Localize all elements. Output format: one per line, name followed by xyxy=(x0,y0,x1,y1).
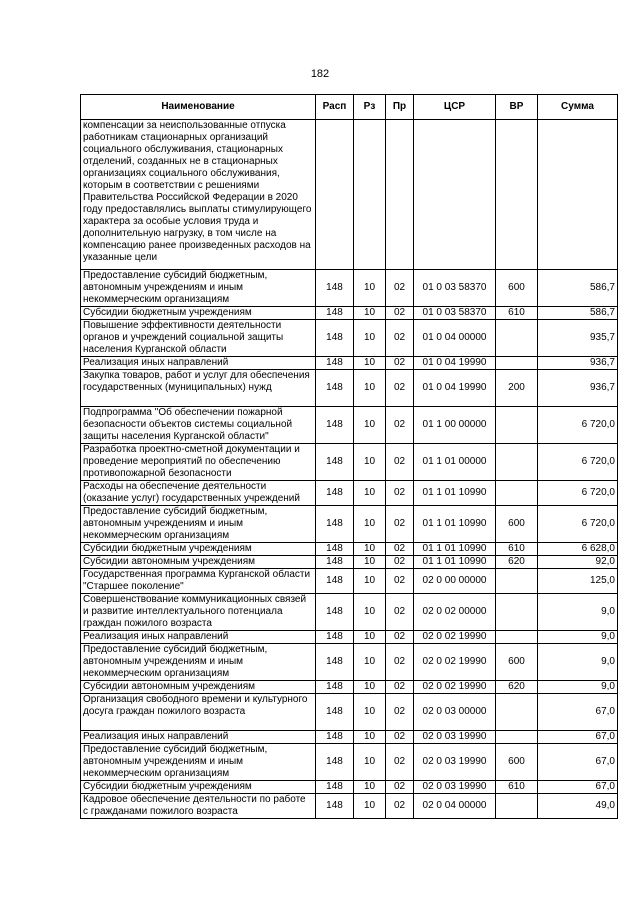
cell-rasp xyxy=(316,120,354,270)
cell-pr: 02 xyxy=(386,794,414,819)
cell-vr xyxy=(496,407,538,444)
cell-name: Предоставление субсидий бюджетным, автономным учреждениям и иным некоммерческим организациям xyxy=(81,506,316,543)
cell-vr xyxy=(496,120,538,270)
cell-name: Субсидии бюджетным учреждениям xyxy=(81,781,316,794)
cell-rz: 10 xyxy=(354,307,386,320)
page-number: 182 xyxy=(310,68,330,80)
table-row xyxy=(81,781,618,794)
cell-csr: 01 1 01 10990 xyxy=(414,506,496,543)
cell-csr: 01 0 03 58370 xyxy=(414,307,496,320)
cell-sum: 9,0 xyxy=(538,594,618,631)
cell-rasp: 148 xyxy=(316,681,354,694)
cell-sum: 6 720,0 xyxy=(538,506,618,543)
cell-vr: 620 xyxy=(496,556,538,569)
table-body xyxy=(81,120,618,819)
cell-name: Подпрограмма "Об обеспечении пожарной безопасности объектов системы социальной защиты населения Курганской области" xyxy=(81,407,316,444)
cell-rz: 10 xyxy=(354,506,386,543)
cell-vr: 600 xyxy=(496,744,538,781)
cell-name: Государственная программа Курганской области "Старшее поколение" xyxy=(81,569,316,594)
cell-pr: 02 xyxy=(386,481,414,506)
cell-sum xyxy=(538,120,618,270)
cell-csr: 02 0 02 00000 xyxy=(414,594,496,631)
cell-vr xyxy=(496,694,538,731)
cell-name: Субсидии бюджетным учреждениям xyxy=(81,307,316,320)
cell-sum: 6 720,0 xyxy=(538,407,618,444)
cell-vr: 610 xyxy=(496,307,538,320)
cell-csr xyxy=(414,120,496,270)
cell-name: Совершенствование коммуникационных связей и развитие интеллектуального потенциала граждан пожилого возраста xyxy=(81,594,316,631)
cell-sum: 67,0 xyxy=(538,694,618,731)
cell-pr: 02 xyxy=(386,681,414,694)
cell-csr: 01 0 03 58370 xyxy=(414,270,496,307)
cell-rasp: 148 xyxy=(316,481,354,506)
cell-name: Субсидии автономным учреждениям xyxy=(81,681,316,694)
table-row xyxy=(81,731,618,744)
cell-rz: 10 xyxy=(354,370,386,407)
cell-pr: 02 xyxy=(386,594,414,631)
header-name: Наименование xyxy=(81,95,316,120)
cell-pr: 02 xyxy=(386,644,414,681)
cell-vr: 610 xyxy=(496,543,538,556)
cell-csr: 01 1 01 00000 xyxy=(414,444,496,481)
budget-table xyxy=(80,94,618,819)
cell-rasp: 148 xyxy=(316,270,354,307)
cell-vr xyxy=(496,320,538,357)
cell-rasp: 148 xyxy=(316,594,354,631)
cell-csr: 01 1 00 00000 xyxy=(414,407,496,444)
cell-csr: 02 0 03 00000 xyxy=(414,694,496,731)
cell-csr: 02 0 02 19990 xyxy=(414,631,496,644)
cell-name: Повышение эффективности деятельности органов и учреждений социальной защиты населения Курганской области xyxy=(81,320,316,357)
cell-name: Расходы на обеспечение деятельности (оказание услуг) государственных учреждений xyxy=(81,481,316,506)
cell-sum: 936,7 xyxy=(538,370,618,407)
cell-csr: 01 1 01 10990 xyxy=(414,481,496,506)
table-row xyxy=(81,681,618,694)
cell-sum: 9,0 xyxy=(538,631,618,644)
cell-sum: 936,7 xyxy=(538,357,618,370)
cell-csr: 01 0 04 19990 xyxy=(414,370,496,407)
cell-rz: 10 xyxy=(354,731,386,744)
cell-name: компенсации за неиспользованные отпуска работникам стационарных организаций социального обслуживания, стационарных отделений, созданных не в стационарных организациях социального обслуживания, которым в соответствии с решениями Правительства Российской Федерации в 2020 году предоставлялись выплаты стимулирующего характера за особые условия труда и дополнительную нагрузку, в том числе на компенсацию ранее произведенных расходов на указанные цели xyxy=(81,120,316,270)
table-row xyxy=(81,556,618,569)
cell-rasp: 148 xyxy=(316,307,354,320)
cell-vr xyxy=(496,357,538,370)
cell-vr: 600 xyxy=(496,644,538,681)
cell-name: Субсидии автономным учреждениям xyxy=(81,556,316,569)
cell-sum: 586,7 xyxy=(538,307,618,320)
cell-pr: 02 xyxy=(386,307,414,320)
cell-rasp: 148 xyxy=(316,644,354,681)
cell-rasp: 148 xyxy=(316,407,354,444)
cell-vr: 610 xyxy=(496,781,538,794)
cell-name: Организация свободного времени и культурного досуга граждан пожилого возраста xyxy=(81,694,316,731)
cell-pr: 02 xyxy=(386,694,414,731)
cell-sum: 67,0 xyxy=(538,781,618,794)
cell-vr: 600 xyxy=(496,270,538,307)
table-row xyxy=(81,631,618,644)
cell-name: Предоставление субсидий бюджетным, автономным учреждениям и иным некоммерческим организациям xyxy=(81,270,316,307)
cell-vr xyxy=(496,444,538,481)
cell-vr xyxy=(496,631,538,644)
cell-pr xyxy=(386,120,414,270)
table-row xyxy=(81,543,618,556)
cell-pr: 02 xyxy=(386,781,414,794)
cell-sum: 9,0 xyxy=(538,681,618,694)
cell-rz: 10 xyxy=(354,569,386,594)
cell-sum: 586,7 xyxy=(538,270,618,307)
header-rasp: Расп xyxy=(316,95,354,120)
table-row xyxy=(81,120,618,270)
cell-csr: 01 0 04 00000 xyxy=(414,320,496,357)
table-row xyxy=(81,594,618,631)
cell-sum: 6 720,0 xyxy=(538,444,618,481)
cell-name: Закупка товаров, работ и услуг для обеспечения государственных (муниципальных) нужд xyxy=(81,370,316,407)
cell-rasp: 148 xyxy=(316,694,354,731)
cell-sum: 67,0 xyxy=(538,731,618,744)
cell-rz: 10 xyxy=(354,781,386,794)
cell-csr: 02 0 02 19990 xyxy=(414,644,496,681)
cell-rz: 10 xyxy=(354,357,386,370)
cell-rz xyxy=(354,120,386,270)
cell-rasp: 148 xyxy=(316,631,354,644)
cell-rasp: 148 xyxy=(316,444,354,481)
cell-pr: 02 xyxy=(386,270,414,307)
cell-pr: 02 xyxy=(386,320,414,357)
header-pr: Пр xyxy=(386,95,414,120)
cell-rasp: 148 xyxy=(316,794,354,819)
cell-pr: 02 xyxy=(386,370,414,407)
cell-rz: 10 xyxy=(354,444,386,481)
cell-sum: 6 720,0 xyxy=(538,481,618,506)
table-row xyxy=(81,481,618,506)
header-vr: ВР xyxy=(496,95,538,120)
cell-rz: 10 xyxy=(354,644,386,681)
cell-vr: 600 xyxy=(496,506,538,543)
cell-csr: 01 1 01 10990 xyxy=(414,556,496,569)
cell-vr xyxy=(496,594,538,631)
cell-name: Субсидии бюджетным учреждениям xyxy=(81,543,316,556)
table-row xyxy=(81,320,618,357)
table-row xyxy=(81,357,618,370)
cell-rz: 10 xyxy=(354,270,386,307)
cell-csr: 02 0 03 19990 xyxy=(414,731,496,744)
cell-name: Разработка проектно-сметной документации и проведение мероприятий по обеспечению противопожарной безопасности xyxy=(81,444,316,481)
table-row xyxy=(81,569,618,594)
cell-sum: 67,0 xyxy=(538,744,618,781)
cell-pr: 02 xyxy=(386,543,414,556)
cell-csr: 02 0 04 00000 xyxy=(414,794,496,819)
cell-pr: 02 xyxy=(386,731,414,744)
cell-rasp: 148 xyxy=(316,569,354,594)
cell-rasp: 148 xyxy=(316,731,354,744)
cell-csr: 02 0 00 00000 xyxy=(414,569,496,594)
cell-rz: 10 xyxy=(354,543,386,556)
cell-rasp: 148 xyxy=(316,320,354,357)
cell-rz: 10 xyxy=(354,407,386,444)
table-row xyxy=(81,270,618,307)
cell-rasp: 148 xyxy=(316,370,354,407)
cell-sum: 6 628,0 xyxy=(538,543,618,556)
cell-name: Реализация иных направлений xyxy=(81,631,316,644)
cell-rasp: 148 xyxy=(316,543,354,556)
cell-vr xyxy=(496,794,538,819)
cell-csr: 01 1 01 10990 xyxy=(414,543,496,556)
cell-vr xyxy=(496,569,538,594)
cell-pr: 02 xyxy=(386,407,414,444)
cell-rz: 10 xyxy=(354,556,386,569)
cell-csr: 02 0 03 19990 xyxy=(414,781,496,794)
cell-vr xyxy=(496,481,538,506)
cell-rz: 10 xyxy=(354,744,386,781)
table-row xyxy=(81,794,618,819)
cell-rz: 10 xyxy=(354,594,386,631)
cell-rz: 10 xyxy=(354,794,386,819)
table-row xyxy=(81,444,618,481)
cell-name: Предоставление субсидий бюджетным, автономным учреждениям и иным некоммерческим организациям xyxy=(81,744,316,781)
cell-rz: 10 xyxy=(354,681,386,694)
cell-csr: 02 0 03 19990 xyxy=(414,744,496,781)
table-row xyxy=(81,407,618,444)
cell-rz: 10 xyxy=(354,631,386,644)
cell-sum: 9,0 xyxy=(538,644,618,681)
cell-csr: 02 0 02 19990 xyxy=(414,681,496,694)
header-sum: Сумма xyxy=(538,95,618,120)
cell-sum: 92,0 xyxy=(538,556,618,569)
cell-rz: 10 xyxy=(354,320,386,357)
header-csr: ЦСР xyxy=(414,95,496,120)
table-header-row xyxy=(81,95,618,120)
cell-rasp: 148 xyxy=(316,357,354,370)
cell-rasp: 148 xyxy=(316,781,354,794)
table-row xyxy=(81,506,618,543)
cell-pr: 02 xyxy=(386,444,414,481)
table-row xyxy=(81,370,618,407)
header-rz: Рз xyxy=(354,95,386,120)
cell-name: Предоставление субсидий бюджетным, автономным учреждениям и иным некоммерческим организациям xyxy=(81,644,316,681)
cell-name: Кадровое обеспечение деятельности по работе с гражданами пожилого возраста xyxy=(81,794,316,819)
cell-name: Реализация иных направлений xyxy=(81,357,316,370)
cell-pr: 02 xyxy=(386,506,414,543)
table-row xyxy=(81,307,618,320)
cell-pr: 02 xyxy=(386,569,414,594)
cell-pr: 02 xyxy=(386,357,414,370)
cell-vr: 200 xyxy=(496,370,538,407)
cell-sum: 49,0 xyxy=(538,794,618,819)
cell-rz: 10 xyxy=(354,694,386,731)
table-row xyxy=(81,694,618,731)
cell-rz: 10 xyxy=(354,481,386,506)
cell-name: Реализация иных направлений xyxy=(81,731,316,744)
table-row xyxy=(81,744,618,781)
cell-csr: 01 0 04 19990 xyxy=(414,357,496,370)
cell-sum: 935,7 xyxy=(538,320,618,357)
cell-pr: 02 xyxy=(386,631,414,644)
cell-sum: 125,0 xyxy=(538,569,618,594)
cell-vr: 620 xyxy=(496,681,538,694)
table-row xyxy=(81,644,618,681)
cell-rasp: 148 xyxy=(316,506,354,543)
cell-pr: 02 xyxy=(386,744,414,781)
cell-rasp: 148 xyxy=(316,744,354,781)
cell-pr: 02 xyxy=(386,556,414,569)
cell-rasp: 148 xyxy=(316,556,354,569)
cell-vr xyxy=(496,731,538,744)
